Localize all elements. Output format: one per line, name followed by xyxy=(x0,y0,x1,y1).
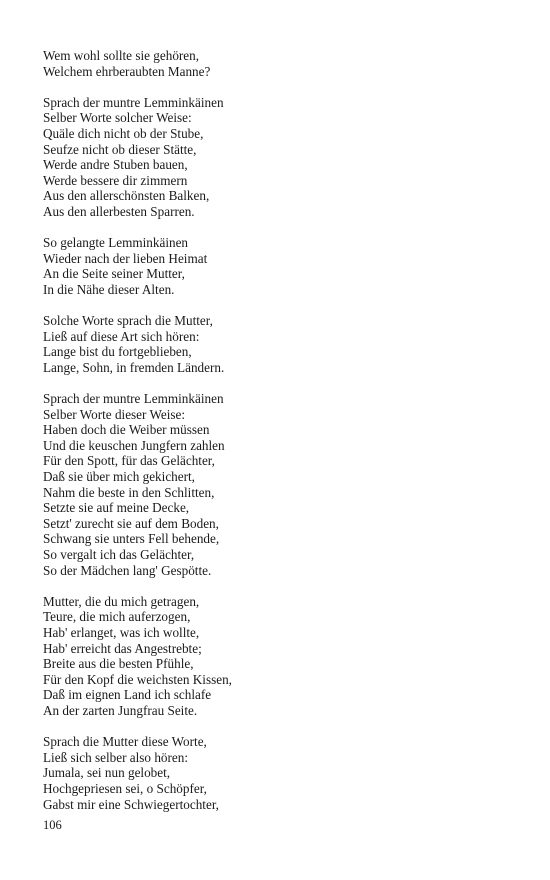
stanza-4 xyxy=(43,313,513,375)
verse-line: Sprach die Mutter diese Worte, xyxy=(43,734,207,750)
verse-line: Für den Spott, für das Gelächter, xyxy=(43,453,215,469)
stanza-3 xyxy=(43,235,513,297)
verse-line: Sprach der muntre Lemminkäinen xyxy=(43,94,224,110)
verse-line: Sprach der muntre Lemminkäinen xyxy=(43,391,224,407)
verse-line: Welchem ehrberaubten Manne? xyxy=(43,63,211,79)
verse-line: Für den Kopf die weichsten Kissen, xyxy=(43,671,232,687)
verse-line: Haben doch die Weiber müssen xyxy=(43,422,210,438)
verse-line: Hab' erreicht das Angestrebte; xyxy=(43,640,202,656)
verse-line: Werde bessere dir zimmern xyxy=(43,172,188,188)
verse-line: Solche Worte sprach die Mutter, xyxy=(43,313,213,329)
verse-line: So vergalt ich das Gelächter, xyxy=(43,547,195,562)
verse-line: Aus den allerbesten Sparren. xyxy=(43,203,195,219)
verse-line: Hochgepriesen sei, o Schöpfer, xyxy=(43,780,207,796)
verse-line: An der zarten Jungfrau Seite. xyxy=(43,702,198,718)
verse-line: Hab' erlanget, was ich wollte, xyxy=(43,624,200,640)
verse-line: Werde andre Stuben bauen, xyxy=(43,157,188,173)
verse-line: Und die keuschen Jungfern zahlen xyxy=(43,437,225,453)
verse-line: Jumala, sei nun gelobet, xyxy=(43,765,171,781)
verse-line: Daß sie über mich gekichert, xyxy=(43,469,195,485)
stanza-1 xyxy=(43,48,513,79)
verse-line: Setzt' zurecht sie auf dem Boden, xyxy=(43,515,219,531)
verse-line: Ließ auf diese Art sich hören: xyxy=(43,328,200,344)
verse-line: Breite aus die besten Pfühle, xyxy=(43,656,194,672)
poem-text xyxy=(43,48,513,828)
verse-line: Ließ sich selber also hören: xyxy=(43,749,189,765)
verse-line: Nahm die beste in den Schlitten, xyxy=(43,484,215,500)
verse-line: Wem wohl sollte sie gehören, xyxy=(43,48,200,63)
stanza-2 xyxy=(43,95,513,220)
verse-line: Lange, Sohn, in fremden Ländern. xyxy=(43,359,225,375)
verse-line: Gabst mir eine Schwiegertochter, xyxy=(43,796,219,812)
verse-line: So gelangte Lemminkäinen xyxy=(43,235,189,251)
verse-line: Aus den allerschönsten Balken, xyxy=(43,188,210,204)
verse-line: Selber Worte solcher Weise: xyxy=(43,110,192,126)
verse-line: Selber Worte dieser Weise: xyxy=(43,406,186,422)
stanza-5 xyxy=(43,391,513,578)
verse-line: Lange bist du fortgeblieben, xyxy=(43,344,192,360)
verse-line: In die Nähe dieser Alten. xyxy=(43,281,175,297)
verse-line: Seufze nicht ob dieser Stätte, xyxy=(43,141,197,157)
stanza-6 xyxy=(43,594,513,719)
verse-line: Schwang sie unters Fell behende, xyxy=(43,531,220,547)
stanza-7 xyxy=(43,734,513,812)
verse-line: Quäle dich nicht ob der Stube, xyxy=(43,125,204,141)
verse-line: Setzte sie auf meine Decke, xyxy=(43,500,190,516)
verse-line: Wieder nach der lieben Heimat xyxy=(43,250,208,266)
verse-line: So der Mädchen lang' Gespötte. xyxy=(43,562,212,578)
verse-line: Teure, die mich auferzogen, xyxy=(43,609,191,625)
verse-line: An die Seite seiner Mutter, xyxy=(43,266,185,282)
verse-line: Daß im eignen Land ich schlafe xyxy=(43,687,212,703)
verse-line: Mutter, die du mich getragen, xyxy=(43,593,200,609)
page-number: 106 xyxy=(43,818,62,832)
